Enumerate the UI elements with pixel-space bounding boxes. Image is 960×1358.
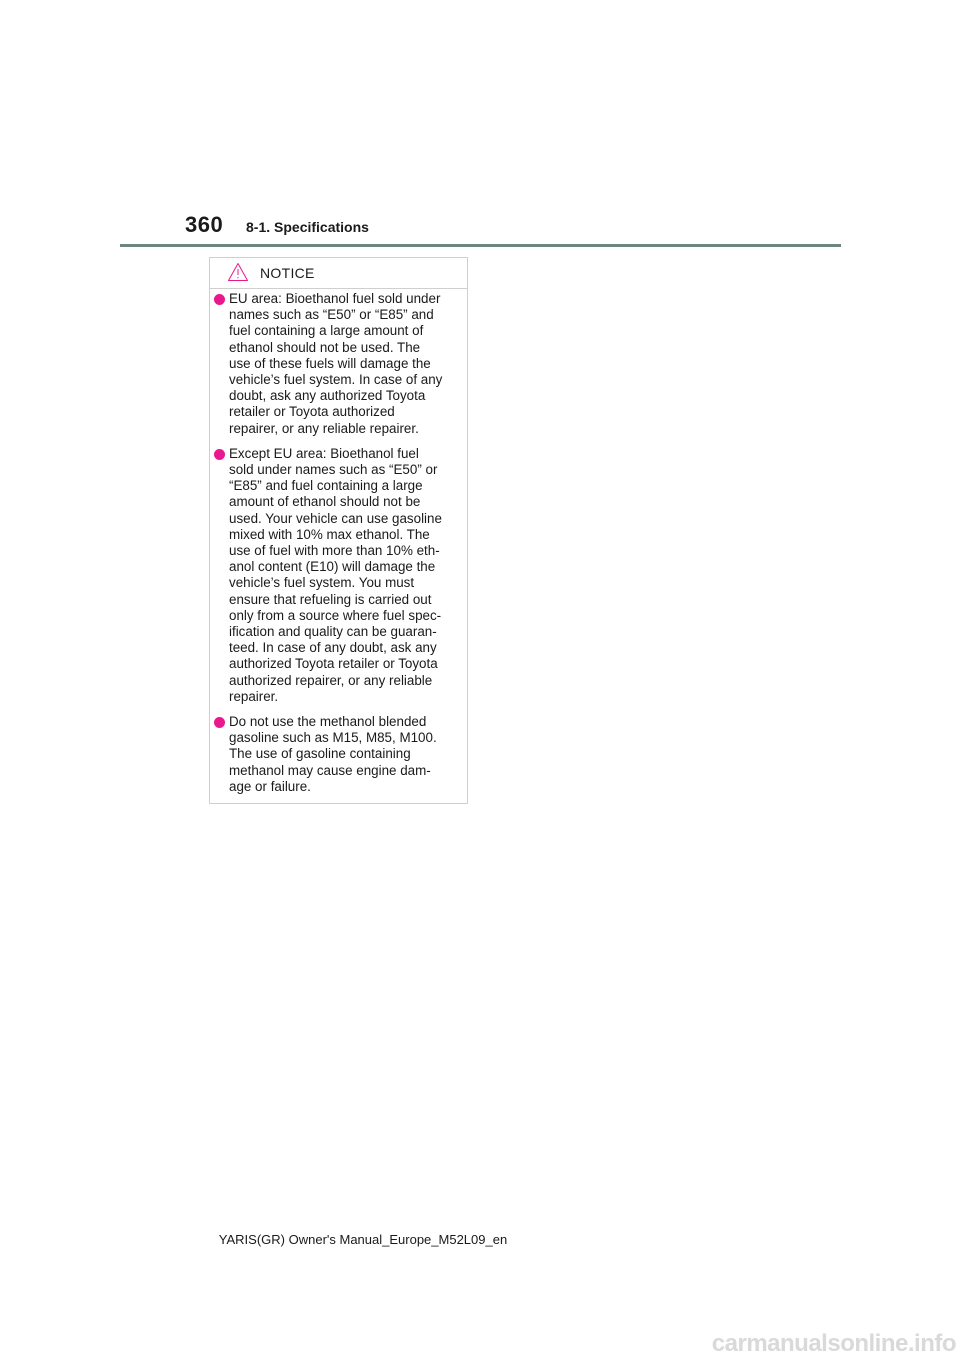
watermark: carmanualsonline.info	[711, 1330, 956, 1357]
list-item	[210, 291, 467, 437]
notice-header	[210, 258, 467, 289]
header-rule	[120, 244, 841, 247]
bullet-icon	[214, 294, 225, 305]
footer	[0, 1232, 960, 1247]
list-item	[210, 446, 467, 705]
list-item-text: Do not use the methanol blended gasoline such as M15, M85, M100. The use of gasoline containing methanol may cause engine dam- age or failure.	[229, 714, 437, 794]
list-item	[210, 714, 467, 795]
footer-text: YARIS(GR) Owner's Manual_Europe_M52L09_en	[218, 1232, 508, 1247]
list-item-text: EU area: Bioethanol fuel sold under names such as “E50” or “E85” and fuel containing a large amount of ethanol should not be used. The use of these fuels will damage the vehicle’s fuel system. In case of any doubt, ask any authorized Toyota retailer or Toyota authorized repairer, or any reliable repairer.	[229, 291, 443, 436]
section-title: 8-1. Specifications	[246, 219, 369, 235]
bullet-icon	[214, 449, 225, 460]
page-number: 360	[185, 212, 224, 237]
notice-box	[209, 257, 468, 804]
warning-triangle-icon	[227, 262, 249, 282]
bullet-icon	[214, 717, 225, 728]
notice-title: NOTICE	[260, 265, 315, 281]
list-item-text: Except EU area: Bioethanol fuel sold under names such as “E50” or “E85” and fuel containing a large amount of ethanol should not be used. Your vehicle can use gasoline mixed with 10% max ethanol. The use of fuel with more than 10% eth- anol content (E10) will damage the vehicle’s fuel system. You must ensure that refueling is carried out only from a source where fuel spec- ification and quality can be guaran- teed. In case of any doubt, ask any authorized Toyota retailer or Toyota authorized repairer, or any reliable repairer.	[229, 445, 442, 704]
notice-list	[210, 291, 467, 804]
